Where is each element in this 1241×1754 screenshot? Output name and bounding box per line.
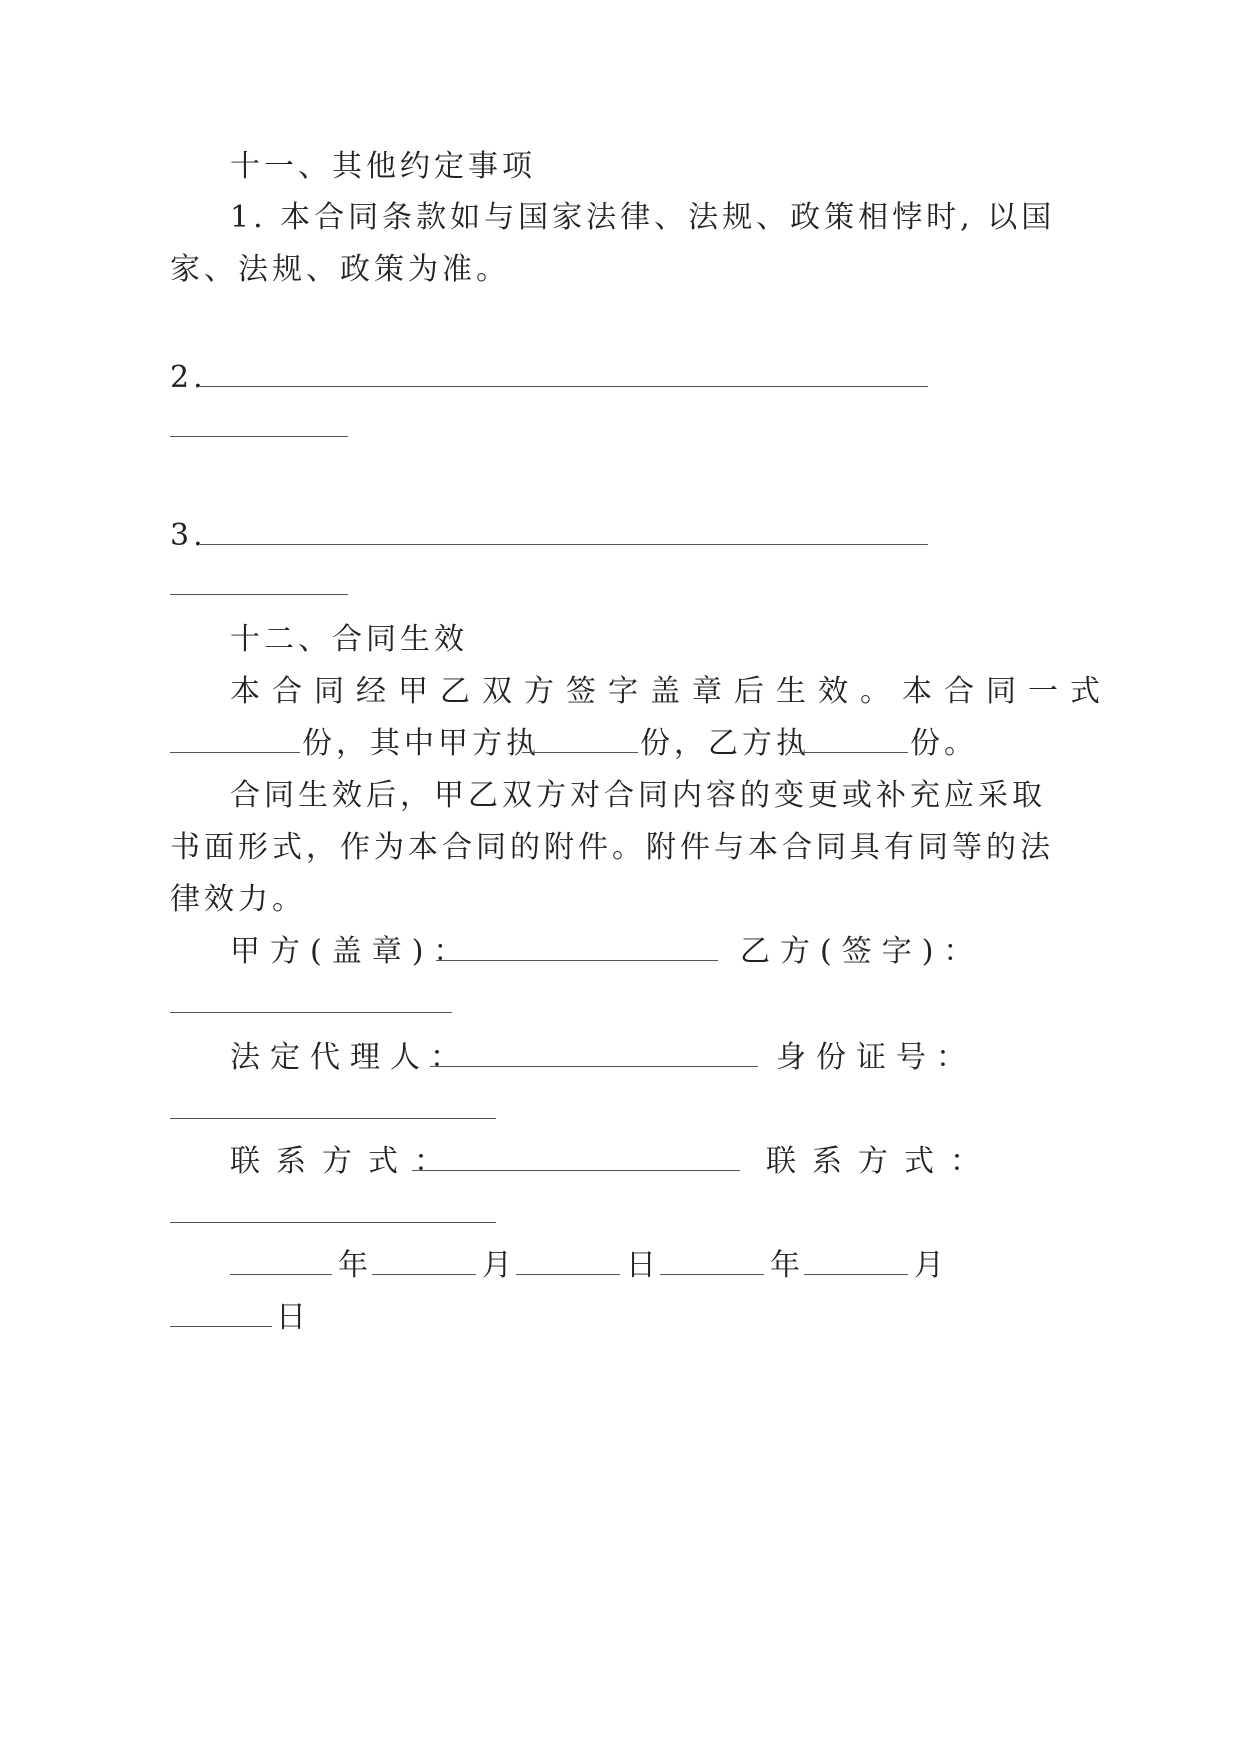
item1-line1: 1. 本合同条款如与国家法律、法规、政策相悖时, 以国 — [230, 200, 1056, 235]
date-a-month-label: 月 — [482, 1248, 516, 1283]
copies-text-c: 份。 — [910, 726, 978, 761]
copies-text-a: 份，其中甲方执 — [302, 726, 540, 761]
item3-blank-line1[interactable] — [200, 544, 928, 545]
section12-heading: 十二、合同生效 — [230, 622, 468, 657]
contact-a-label: 联系方式： — [230, 1144, 460, 1179]
date-b-day-blank[interactable] — [170, 1326, 272, 1327]
party-a-label: 甲方(盖章)： — [230, 934, 474, 969]
contact-b-label: 联系方式： — [766, 1144, 996, 1179]
date-b-year-blank[interactable] — [660, 1274, 764, 1275]
legal-rep-label: 法定代理人： — [230, 1040, 470, 1075]
party-b-label: 乙方(签字)： — [740, 934, 984, 969]
date-a-year-label: 年 — [338, 1248, 372, 1283]
copies-text-b: 份，乙方执 — [640, 726, 810, 761]
id-number-blank[interactable] — [170, 1118, 496, 1119]
item2-label: 2. — [170, 360, 207, 395]
party-a-blank[interactable] — [436, 960, 718, 961]
party-b-blank[interactable] — [170, 1012, 452, 1013]
date-b-month-label: 月 — [914, 1248, 948, 1283]
date-a-year-blank[interactable] — [230, 1274, 332, 1275]
date-a-day-label: 日 — [626, 1248, 660, 1283]
item3-label: 3. — [170, 518, 207, 553]
legal-rep-blank[interactable] — [430, 1066, 758, 1067]
contact-a-blank[interactable] — [412, 1170, 740, 1171]
copies-party-b-blank[interactable] — [792, 752, 908, 753]
copies-party-a-blank[interactable] — [522, 752, 638, 753]
item1-line2: 家、法规、政策为准。 — [170, 252, 510, 287]
item3-blank-line2[interactable] — [170, 594, 348, 595]
amend-line1: 合同生效后，甲乙双方对合同内容的变更或补充应采取 — [230, 778, 1046, 813]
item2-blank-line2[interactable] — [170, 436, 348, 437]
effect-line1: 本合同经甲乙双方签字盖章后生效。本合同一式 — [230, 674, 1112, 709]
contact-b-blank[interactable] — [170, 1222, 496, 1223]
amend-line3: 律效力。 — [170, 882, 306, 917]
date-a-month-blank[interactable] — [372, 1274, 476, 1275]
section11-heading: 十一、其他约定事项 — [230, 149, 536, 184]
id-number-label: 身份证号： — [776, 1040, 976, 1075]
date-a-day-blank[interactable] — [516, 1274, 620, 1275]
copies-total-blank[interactable] — [170, 752, 300, 753]
amend-line2: 书面形式，作为本合同的附件。附件与本合同具有同等的法 — [170, 830, 1054, 865]
item2-blank-line1[interactable] — [200, 386, 928, 387]
date-b-month-blank[interactable] — [804, 1274, 908, 1275]
date-b-day-label: 日 — [276, 1300, 310, 1335]
date-b-year-label: 年 — [770, 1248, 804, 1283]
